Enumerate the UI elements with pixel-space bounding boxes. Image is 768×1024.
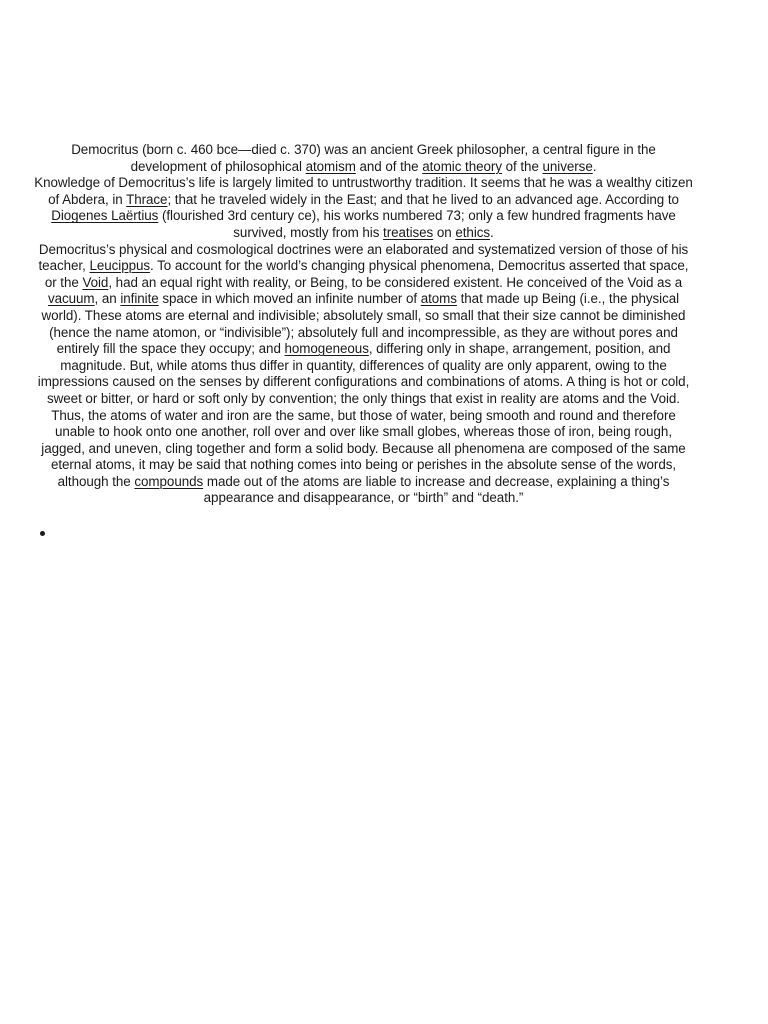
link-ethics[interactable]: ethics [455, 224, 491, 240]
text-run: of the [501, 158, 543, 174]
list-item [40, 526, 50, 540]
text-run: (flourished 3rd century ce), his works numbered 73; only a few hundred fragments have survived, mostly from his [158, 208, 676, 240]
text-run: . To account for the world’s changing physical phenomena, Democritus asserted that space, or the [44, 258, 689, 290]
text-run: on [433, 224, 456, 240]
paragraph-life [33, 175, 694, 241]
link-compounds[interactable]: compounds [134, 473, 204, 489]
article-body [33, 142, 694, 507]
text-run: that made up Being (i.e., the physical world). These atoms are eternal and indivisible; absolutely small, so small that their size cannot be diminished (hence the name atomon, or “indivisible”); absolutely full and incompressible, as they are without pores and entirely fill the space they occupy; and [41, 291, 686, 357]
link-void[interactable]: Void [82, 274, 109, 290]
paragraph-doctrines [33, 242, 694, 508]
link-leucippus[interactable]: Leucippus [89, 258, 151, 274]
text-run: . [490, 224, 494, 240]
text-run: Knowledge of Democritus’s life is largely limited to untrustworthy tradition. It seems that he was a wealthy citizen of Abdera, in [34, 175, 693, 207]
text-run: , differing only in shape, arrangement, position, and magnitude. But, while atoms thus differ in quantity, differences of quality are only apparent, owing to the impressions caused on the senses by different configurations and combinations of atoms. A thing is hot or cold, sweet or bitter, or hard or soft only by convention; the only things that exist in reality are atoms and the Void. Thus, the atoms of water and iron are the same, but those of water, being smooth and round and therefore unable to hook onto one another, roll over and over like small globes, whereas those of iron, being rough, jagged, and uneven, cling together and form a solid body. Because all phenomena are composed of the same eternal atoms, it may be said that nothing comes into being or perishes in the absolute sense of the words, although the [37, 341, 690, 489]
link-homogeneous[interactable]: homogeneous [284, 341, 369, 357]
text-run: Democritus’s physical and cosmological doctrines were an elaborated and systematized version of those of his teacher, [38, 241, 689, 274]
link-thrace[interactable]: Thrace [126, 191, 168, 207]
bullet-icon [40, 531, 45, 536]
paragraph-intro [33, 142, 694, 175]
text-run: , had an equal right with reality, or Being, to be considered existent. He conceived of the Void as a [108, 274, 683, 290]
text-run: ; that he traveled widely in the East; and that he lived to an advanced age. According to [167, 191, 679, 207]
link-vacuum[interactable]: vacuum [47, 291, 95, 307]
link-treatises[interactable]: treatises [383, 224, 434, 240]
text-run: Democritus (born c. 460 bce—died c. 370) was an ancient Greek philosopher, a central figure in the development of philosophical [71, 142, 656, 174]
link-infinite[interactable]: infinite [120, 291, 159, 307]
text-run: space in which moved an infinite number of [158, 291, 421, 307]
link-universe[interactable]: universe [542, 158, 593, 174]
link-atoms[interactable]: atoms [420, 291, 457, 307]
text-run: and of the [355, 158, 423, 174]
text-run: . [592, 158, 597, 174]
link-atomic-theory[interactable]: atomic theory [422, 158, 502, 174]
link-diogenes-laertius[interactable]: Diogenes Laërtius [51, 208, 159, 224]
link-atomism[interactable]: atomism [305, 158, 356, 174]
text-run: , an [94, 291, 121, 307]
bullet-list [40, 526, 50, 540]
text-run: made out of the atoms are liable to increase and decrease, explaining a thing’s appearance and disappearance, or “birth” and “death.” [203, 473, 670, 506]
